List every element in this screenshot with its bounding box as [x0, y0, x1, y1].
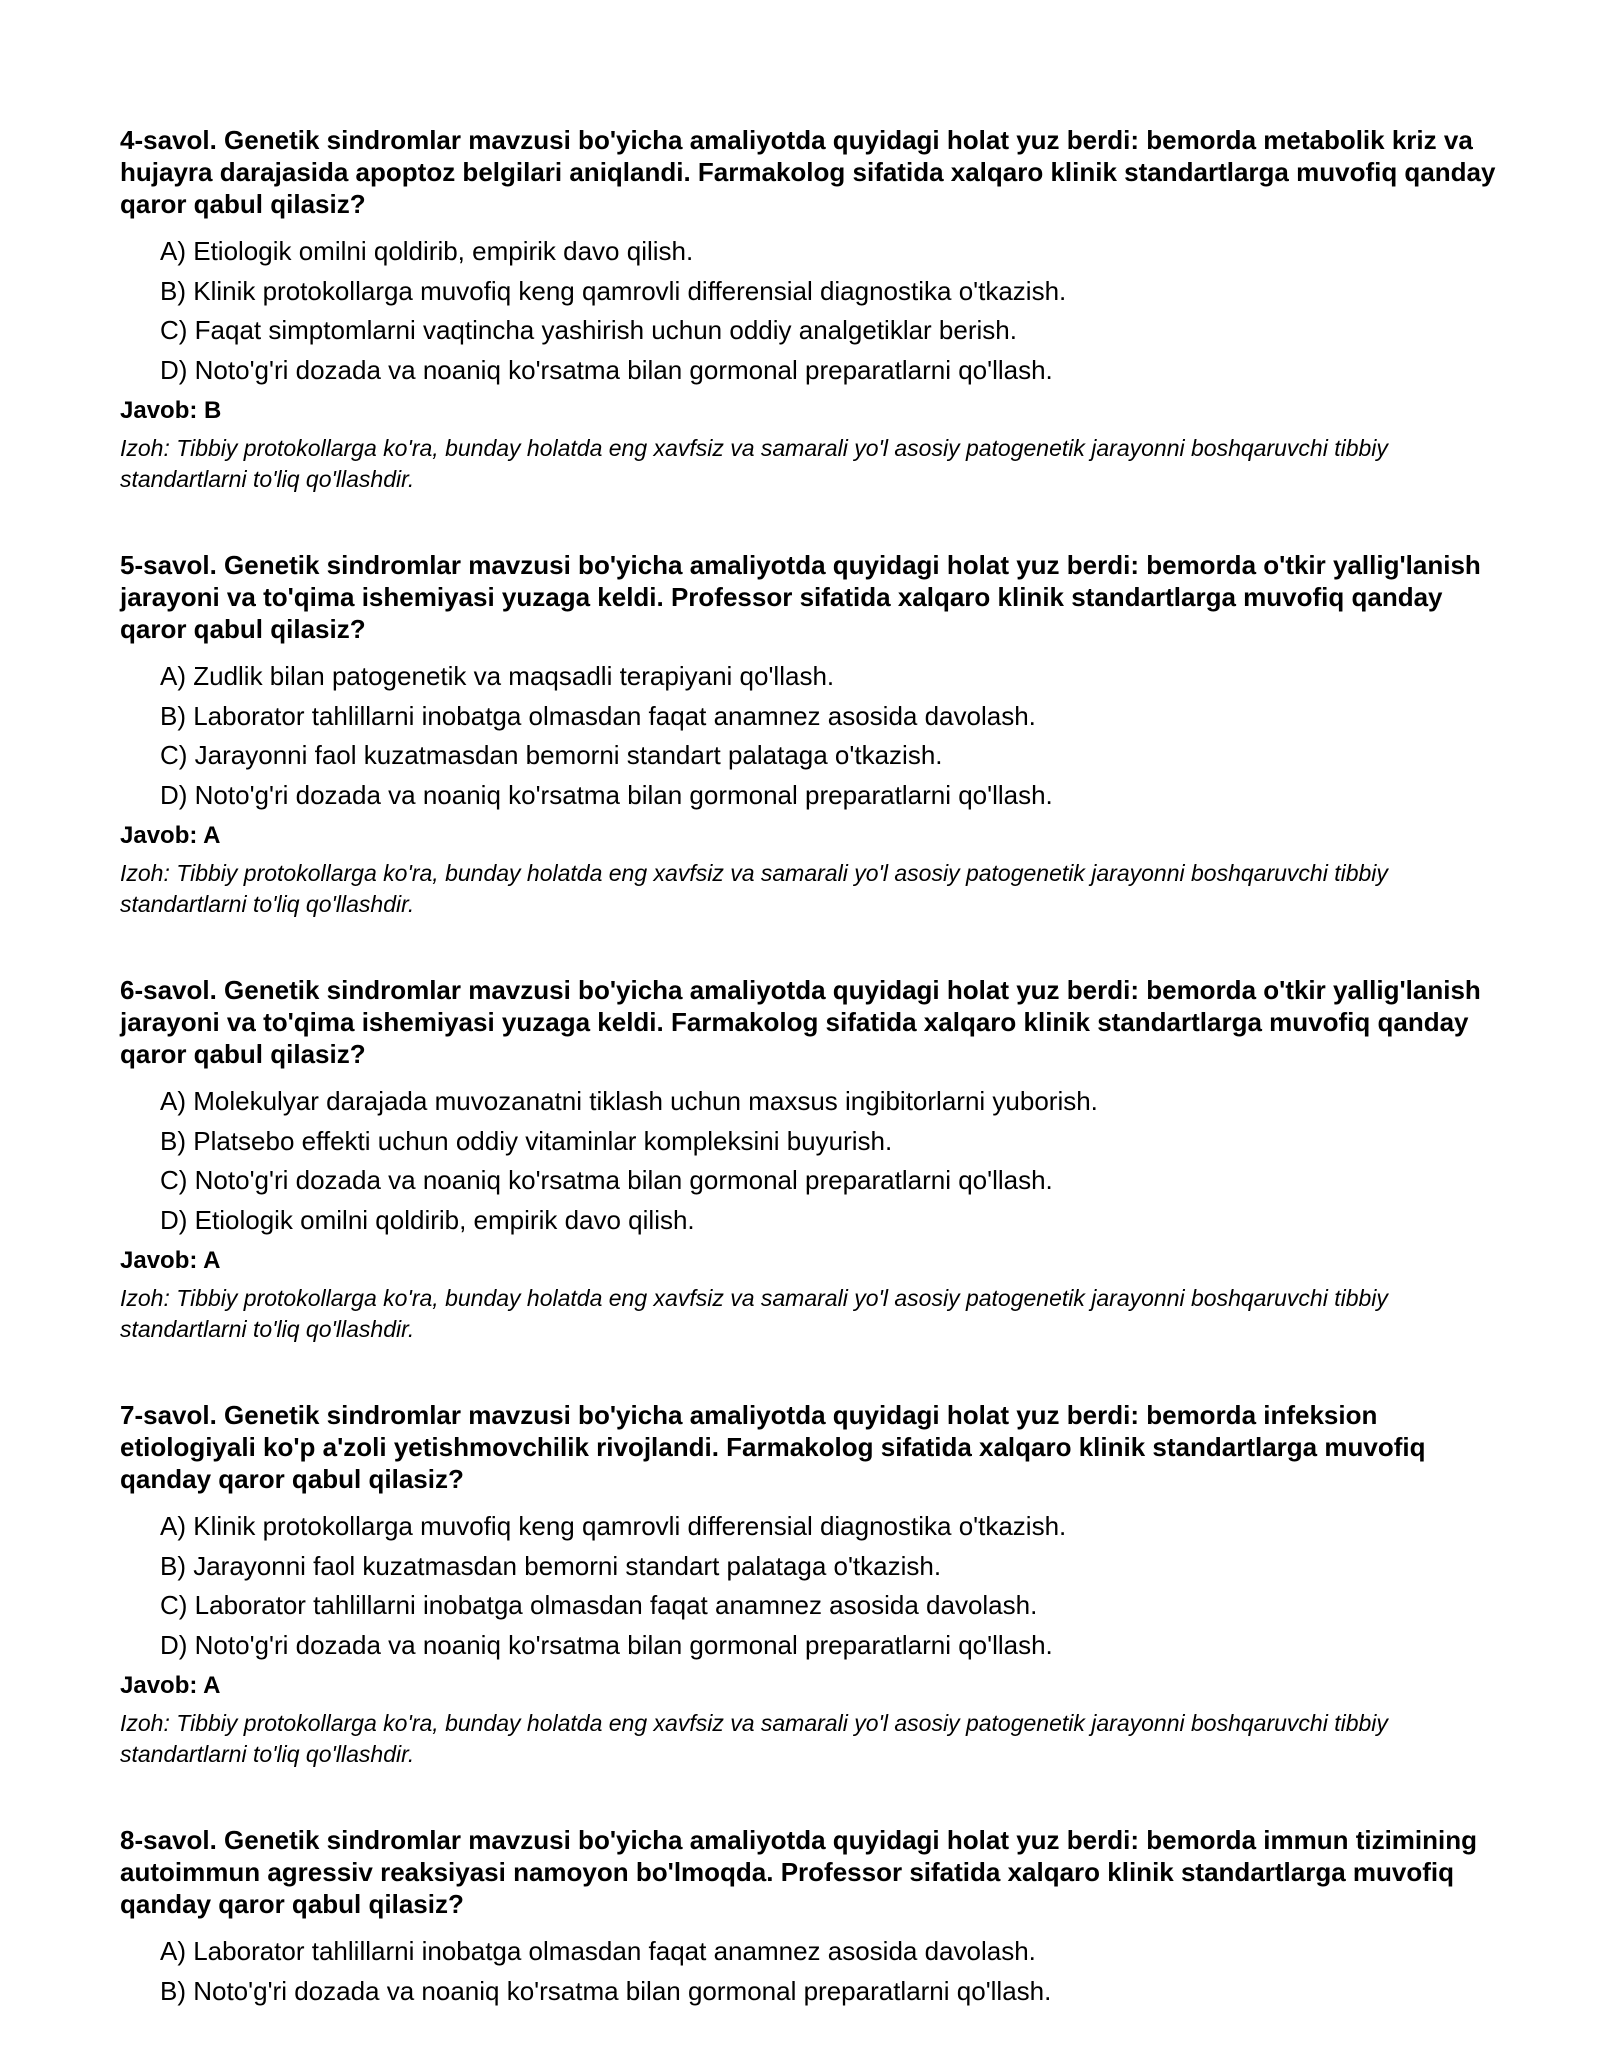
option-d: D) Noto'g'ri dozada va noaniq ko'rsatma bilan gormonal preparatlarni qo'llash.: [160, 354, 1053, 385]
options-list: [120, 1507, 1500, 1665]
options-list: [120, 1932, 1500, 2011]
option-b: B) Jarayonni faol kuzatmasdan bemorni standart palataga o'tkazish.: [160, 1550, 942, 1581]
document-page: [120, 124, 1500, 2065]
explanation-note: Izoh: Tibbiy protokollarga ko'ra, bunday holatda eng xavfsiz va samarali yo'l asosiy patogenetik jarayonni boshqaruvchi tibbiy standartlarni to'liq qo'llashdir.: [120, 435, 1388, 492]
options-list: [120, 232, 1500, 390]
option-b: B) Noto'g'ri dozada va noaniq ko'rsatma bilan gormonal preparatlarni qo'llash.: [160, 1975, 1052, 2006]
question-text: 8-savol. Genetik sindromlar mavzusi bo'yicha amaliyotda quyidagi holat yuz berdi: bemorda immun tizimining autoimmun agressiv reaksiyasi namoyon bo'lmoqda. Professor sifatida xalqaro klinik standartlarga muvofiq qanday qaror qabul qilasiz?: [120, 1825, 1478, 1919]
option-b: B) Klinik protokollarga muvofiq keng qamrovli differensial diagnostika o'tkazish.: [160, 275, 1067, 306]
options-list: [120, 1082, 1500, 1240]
question-text: 5-savol. Genetik sindromlar mavzusi bo'yicha amaliyotda quyidagi holat yuz berdi: bemorda o'tkir yallig'lanish jarayoni va to'qima ishemiyasi yuzaga keldi. Professor sifatida xalqaro klinik standartlarga muvofiq qanday qaror qabul qilasiz?: [120, 550, 1481, 644]
option-a: A) Zudlik bilan patogenetik va maqsadli terapiyani qo'llash.: [160, 661, 835, 691]
question-5: [120, 549, 1500, 920]
question-text: 7-savol. Genetik sindromlar mavzusi bo'yicha amaliyotda quyidagi holat yuz berdi: bemorda infeksion etiologiyali ko'p a'zoli yetishmovchilik rivojlandi. Farmakolog sifatida xalqaro klinik standartlarga muvofiq qanday qaror qabul qilasiz?: [120, 1400, 1426, 1494]
answer: Javob: A: [120, 1247, 221, 1274]
explanation-note: Izoh: Tibbiy protokollarga ko'ra, bunday holatda eng xavfsiz va samarali yo'l asosiy patogenetik jarayonni boshqaruvchi tibbiy standartlarni to'liq qo'llashdir.: [120, 1710, 1388, 1767]
explanation-note: Izoh: Tibbiy protokollarga ko'ra, bunday holatda eng xavfsiz va samarali yo'l asosiy patogenetik jarayonni boshqaruvchi tibbiy standartlarni to'liq qo'llashdir.: [120, 860, 1388, 917]
answer: Javob: A: [120, 822, 221, 849]
option-c: C) Laborator tahlillarni inobatga olmasdan faqat anamnez asosida davolash.: [160, 1590, 1038, 1620]
question-6: [120, 974, 1500, 1345]
option-a: A) Laborator tahlillarni inobatga olmasdan faqat anamnez asosida davolash.: [160, 1936, 1036, 1966]
option-b: B) Platsebo effekti uchun oddiy vitaminlar kompleksini buyurish.: [160, 1125, 893, 1156]
option-d: D) Noto'g'ri dozada va noaniq ko'rsatma bilan gormonal preparatlarni qo'llash.: [160, 1629, 1053, 1660]
option-c: C) Faqat simptomlarni vaqtincha yashirish uchun oddiy analgetiklar berish.: [160, 315, 1017, 345]
options-list: [120, 657, 1500, 815]
option-d: D) Etiologik omilni qoldirib, empirik davo qilish.: [160, 1204, 695, 1235]
explanation-note: Izoh: Tibbiy protokollarga ko'ra, bunday holatda eng xavfsiz va samarali yo'l asosiy patogenetik jarayonni boshqaruvchi tibbiy standartlarni to'liq qo'llashdir.: [120, 1285, 1388, 1342]
question-text: 6-savol. Genetik sindromlar mavzusi bo'yicha amaliyotda quyidagi holat yuz berdi: bemorda o'tkir yallig'lanish jarayoni va to'qima ishemiyasi yuzaga keldi. Farmakolog sifatida xalqaro klinik standartlarga muvofiq qanday qaror qabul qilasiz?: [120, 975, 1481, 1069]
option-c: C) Jarayonni faol kuzatmasdan bemorni standart palataga o'tkazish.: [160, 740, 943, 770]
answer: Javob: B: [120, 397, 222, 424]
question-8: [120, 1824, 1500, 2011]
question-4: [120, 124, 1500, 495]
option-d: D) Noto'g'ri dozada va noaniq ko'rsatma bilan gormonal preparatlarni qo'llash.: [160, 779, 1053, 810]
question-text: 4-savol. Genetik sindromlar mavzusi bo'yicha amaliyotda quyidagi holat yuz berdi: bemorda metabolik kriz va hujayra darajasida apoptoz belgilari aniqlandi. Farmakolog sifatida xalqaro klinik standartlarga muvofiq qanday qaror qabul qilasiz?: [120, 125, 1496, 219]
question-7: [120, 1399, 1500, 1770]
option-a: A) Molekulyar darajada muvozanatni tiklash uchun maxsus ingibitorlarni yuborish.: [160, 1086, 1098, 1116]
answer: Javob: A: [120, 1672, 221, 1699]
option-a: A) Klinik protokollarga muvofiq keng qamrovli differensial diagnostika o'tkazish.: [160, 1511, 1067, 1541]
option-a: A) Etiologik omilni qoldirib, empirik davo qilish.: [160, 236, 694, 266]
option-b: B) Laborator tahlillarni inobatga olmasdan faqat anamnez asosida davolash.: [160, 700, 1036, 731]
option-c: C) Noto'g'ri dozada va noaniq ko'rsatma bilan gormonal preparatlarni qo'llash.: [160, 1165, 1053, 1195]
